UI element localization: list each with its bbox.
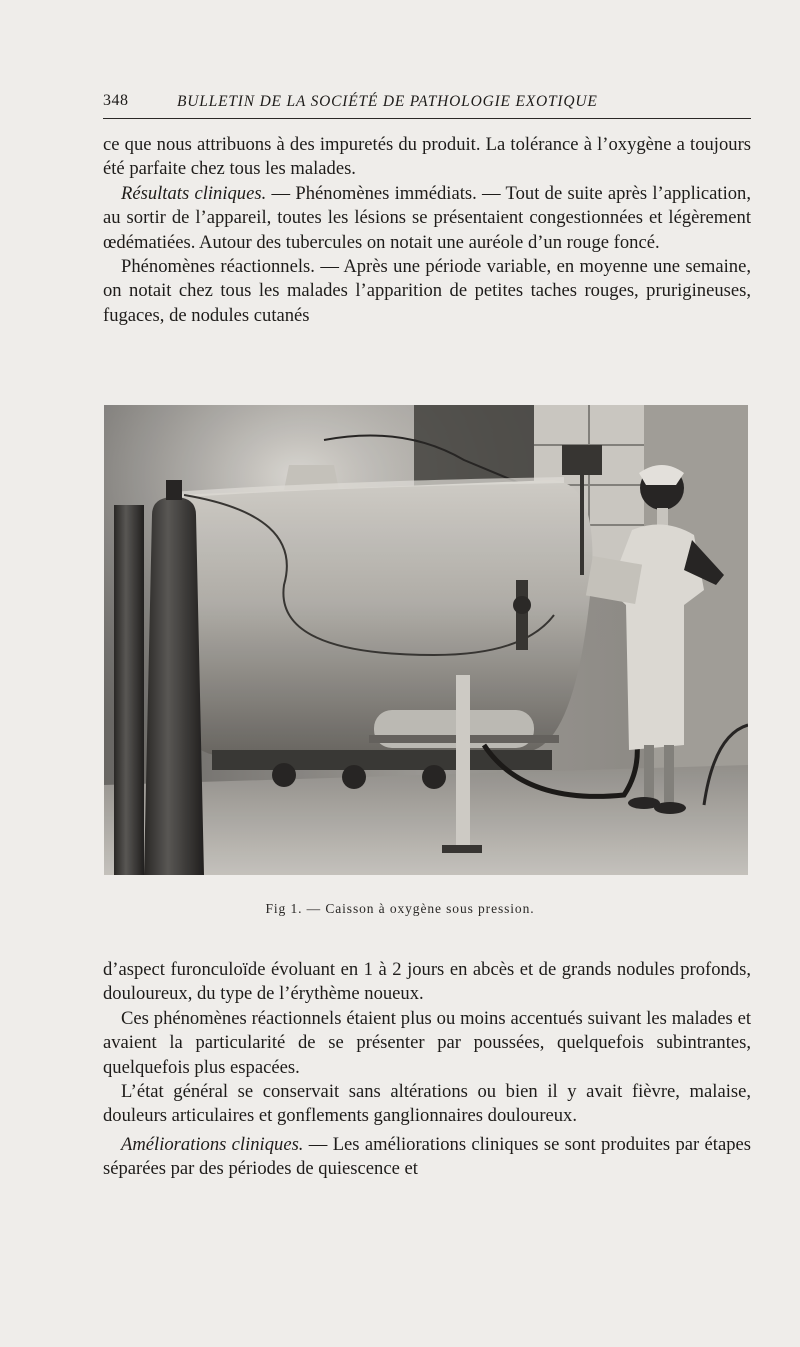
- figure-photo-oxygen-chamber: [104, 405, 748, 875]
- page-number: 348: [103, 92, 129, 109]
- paragraph: Phénomènes réactionnels. — Après une période variable, en moyenne une semaine, on notait chez tous les malades l’apparition de petites taches rouges, prurigineuses, fugaces, de nodules cutanés: [103, 256, 751, 326]
- paragraph: L’état général se conservait sans altérations ou bien il y avait fièvre, malaise, douleurs articulaires et gonflements ganglionnaires douloureux.: [103, 1081, 751, 1127]
- figure-caption: Fig 1. — Caisson à oxygène sous pression.: [265, 901, 535, 916]
- paragraph: d’aspect furonculoïde évoluant en 1 à 2 jours en abcès et de grands nodules profonds, douloureux, du type de l’érythème noueux.: [103, 959, 751, 1005]
- paragraph-text: — Les améliorations cliniques se sont produites par étapes séparées par des périodes de quiescence et: [103, 1133, 751, 1180]
- journal-title: BULLETIN DE LA SOCIÉTÉ DE PATHOLOGIE EXOTIQUE: [177, 93, 598, 110]
- section-title-improvements: Améliorations cliniques.: [121, 1133, 304, 1155]
- paragraph: ce que nous attribuons à des impuretés du produit. La tolérance à l’oxygène a toujours été parfaite chez tous les malades.: [103, 134, 751, 180]
- paragraph-improvements: [103, 1133, 751, 1182]
- paragraph-text: — Phénomènes immédiats. — Tout de suite après l’application, au sortir de l’appareil, toutes les lésions se présentaient congestionnées et légèrement œdématiées. Autour des tubercules on notait une auréole d’un rouge foncé.: [103, 182, 751, 253]
- body-text-top: [103, 133, 751, 328]
- paragraph-results: [103, 182, 751, 255]
- running-header: [103, 92, 751, 119]
- section-title-results: Résultats cliniques.: [121, 182, 267, 204]
- body-text-bottom: [103, 958, 751, 1182]
- paragraph: Ces phénomènes réactionnels étaient plus ou moins accentués suivant les malades et avaient la particularité de se présenter par poussées, quelquefois subintrantes, quelquefois plus espacées.: [103, 1007, 751, 1078]
